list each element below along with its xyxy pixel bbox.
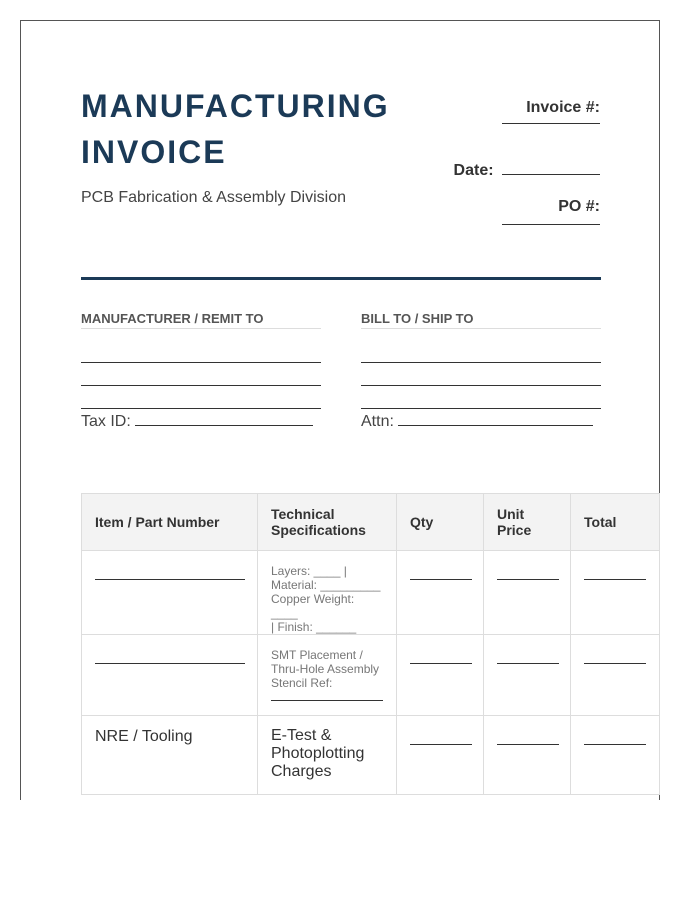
- total-cell[interactable]: [571, 716, 660, 795]
- tax-id-row: [81, 411, 321, 431]
- item-cell[interactable]: [82, 551, 258, 635]
- spec-line: SMT Placement /: [271, 648, 363, 662]
- po-number-label: PO #:: [558, 198, 600, 215]
- bill-to-line-2[interactable]: [361, 363, 601, 386]
- spec-line: | Finish: ______: [271, 620, 357, 634]
- total-cell[interactable]: [571, 551, 660, 635]
- qty-cell[interactable]: [397, 635, 484, 716]
- attn-field[interactable]: [398, 411, 593, 426]
- tax-id-label: Tax ID:: [81, 413, 131, 430]
- po-number-field[interactable]: [502, 224, 600, 225]
- attn-row: [361, 411, 601, 431]
- bill-to-line-3[interactable]: [361, 386, 601, 409]
- spec-text: [271, 564, 383, 634]
- invoice-number-label: Invoice #:: [526, 99, 600, 116]
- spec-line: Material: _________: [271, 578, 381, 592]
- table-row: [82, 551, 660, 635]
- table-row: [82, 635, 660, 716]
- manufacturer-line-3[interactable]: [81, 386, 321, 409]
- spec-cell: [258, 716, 397, 795]
- title-line-2: INVOICE: [81, 134, 227, 170]
- table-header-row: [82, 494, 660, 551]
- item-cell[interactable]: [82, 635, 258, 716]
- spec-line: Stencil Ref:: [271, 676, 333, 690]
- unit-price-field[interactable]: [497, 744, 559, 745]
- item-field[interactable]: [95, 579, 245, 580]
- unit-price-field[interactable]: [497, 579, 559, 580]
- spec-cell: [258, 551, 397, 635]
- spec-line: Layers: ____ |: [271, 564, 347, 578]
- total-field[interactable]: [584, 744, 646, 745]
- qty-field[interactable]: [410, 579, 472, 580]
- manufacturer-line-2[interactable]: [81, 363, 321, 386]
- unit-price-cell[interactable]: [484, 551, 571, 635]
- spec-cell: [258, 635, 397, 716]
- qty-field[interactable]: [410, 744, 472, 745]
- stencil-ref-field[interactable]: [271, 690, 383, 701]
- header-specs: Technical Specifications: [258, 494, 397, 551]
- tax-id-field[interactable]: [135, 411, 313, 426]
- date-row: [454, 160, 600, 180]
- table-row: [82, 716, 660, 795]
- invoice-page: [20, 20, 660, 800]
- qty-cell[interactable]: [397, 716, 484, 795]
- division-subtitle: PCB Fabrication & Assembly Division: [81, 189, 346, 206]
- total-cell[interactable]: [571, 635, 660, 716]
- spec-line: E-Test &: [271, 727, 332, 744]
- date-label: Date:: [453, 162, 494, 179]
- spec-line: Copper Weight: ____: [271, 592, 355, 620]
- date-field[interactable]: [502, 160, 600, 175]
- header-total: Total: [571, 494, 660, 551]
- unit-price-cell[interactable]: [484, 635, 571, 716]
- manufacturer-section: [81, 311, 321, 431]
- attn-label: Attn:: [361, 413, 394, 430]
- header-item: Item / Part Number: [82, 494, 258, 551]
- unit-price-cell[interactable]: [484, 716, 571, 795]
- bill-to-section: [361, 311, 601, 431]
- manufacturer-heading: MANUFACTURER / REMIT TO: [81, 311, 321, 329]
- title-line-1: MANUFACTURING: [81, 88, 390, 124]
- qty-field[interactable]: [410, 663, 472, 664]
- spec-text: [271, 648, 383, 701]
- line-items-table: [81, 493, 660, 795]
- header-qty: Qty: [397, 494, 484, 551]
- unit-price-field[interactable]: [497, 663, 559, 664]
- item-name: NRE / Tooling: [95, 728, 193, 745]
- manufacturer-line-1[interactable]: [81, 329, 321, 363]
- item-cell: [82, 716, 258, 795]
- header-divider: [81, 277, 601, 280]
- spec-line: Photoplotting: [271, 745, 365, 762]
- item-field[interactable]: [95, 663, 245, 664]
- spec-line: Charges: [271, 763, 332, 780]
- bill-to-line-1[interactable]: [361, 329, 601, 363]
- header-unit-price: Unit Price: [484, 494, 571, 551]
- spec-line: Thru-Hole Assembly: [271, 662, 380, 676]
- page-title: [81, 83, 390, 175]
- qty-cell[interactable]: [397, 551, 484, 635]
- spec-text: [271, 727, 383, 781]
- total-field[interactable]: [584, 663, 646, 664]
- bill-to-heading: BILL TO / SHIP TO: [361, 311, 601, 329]
- invoice-number-field[interactable]: [502, 123, 600, 124]
- total-field[interactable]: [584, 579, 646, 580]
